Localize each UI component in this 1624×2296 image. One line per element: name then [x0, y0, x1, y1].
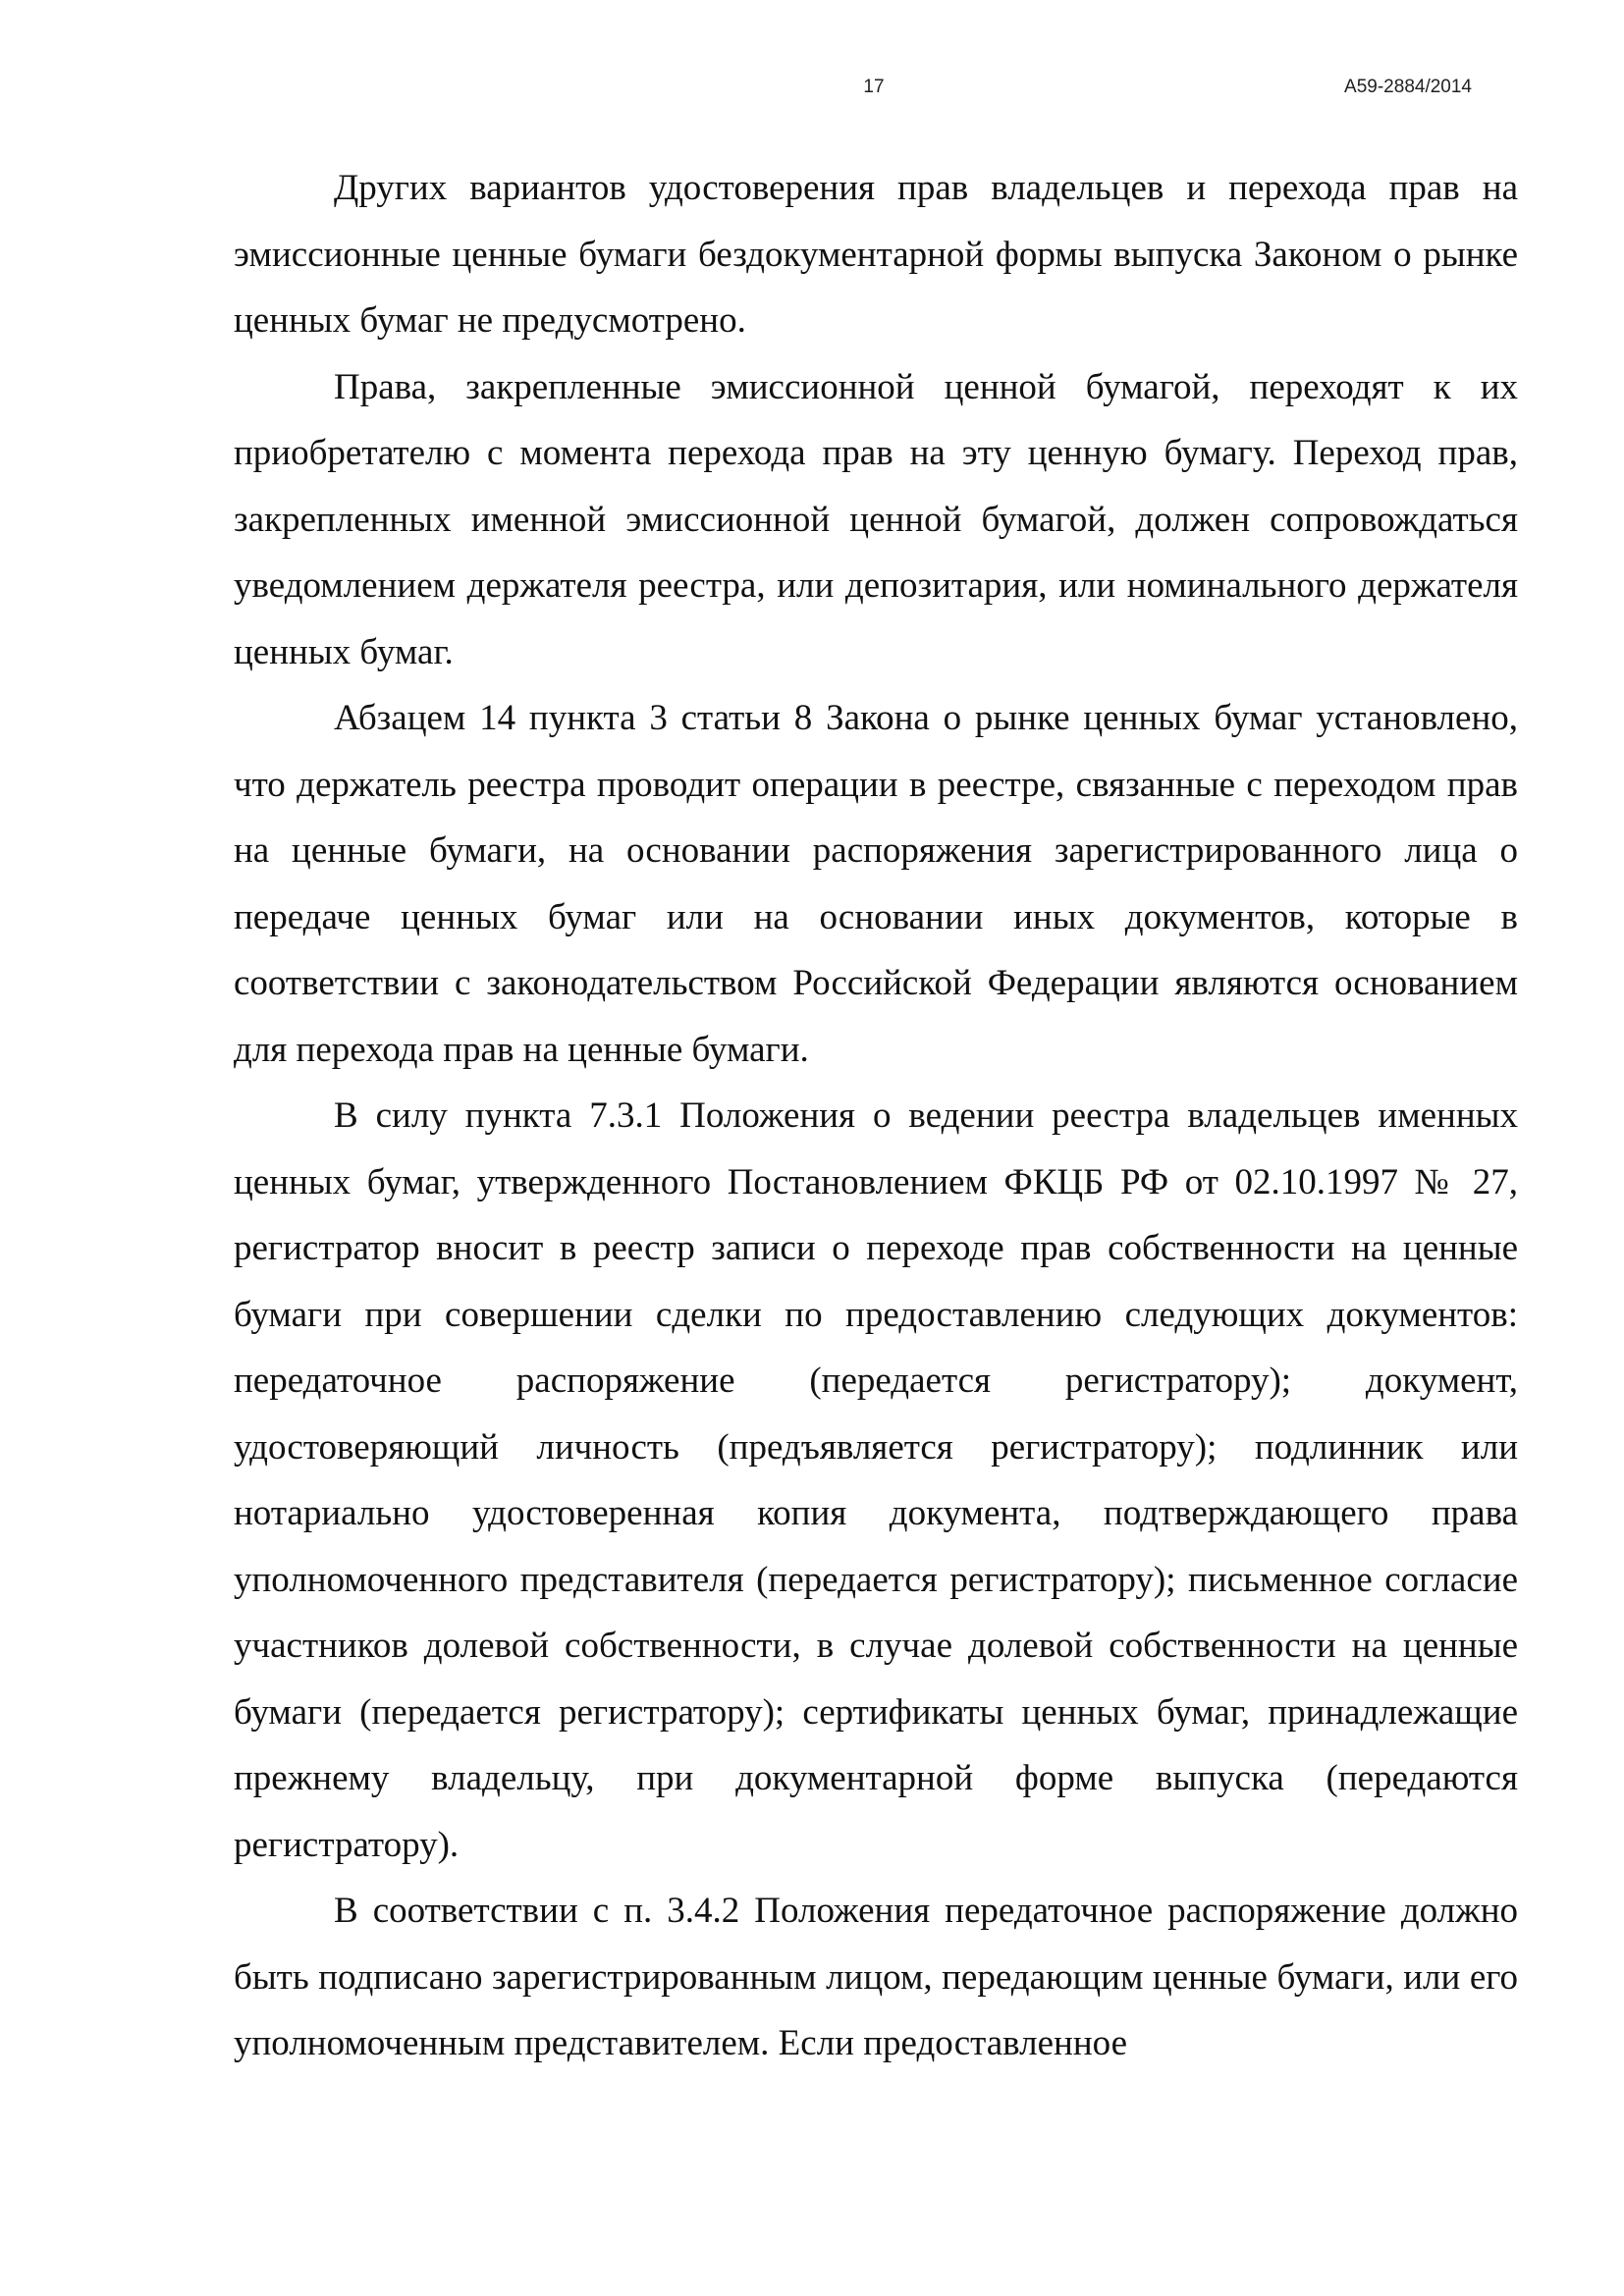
paragraph: Абзацем 14 пункта 3 статьи 8 Закона о рынке ценных бумаг установлено, что держатель реестра проводит операции в реестре, связанные с переходом прав на ценные бумаги, на основании распоряжения зарегистрированного лица о передаче ценных бумаг или на основании иных документов, которые в соответствии с законодательством Российской Федерации являются основанием для перехода прав на ценные бумаги.	[234, 698, 1518, 1070]
paragraph: В соответствии с п. 3.4.2 Положения передаточное распоряжение должно быть подписано зарегистрированным лицом, передающим ценные бумаги, или его уполномоченным представителем. Если предоставленное	[234, 1891, 1518, 2063]
paragraph: В силу пункта 7.3.1 Положения о ведении реестра владельцев именных ценных бумаг, утвержденного Постановлением ФКЦБ РФ от 02.10.1997 № 27, регистратор вносит в реестр записи о переходе прав собственности на ценные бумаги при совершении сделки по предоставлению следующих документов: передаточное распоряжение (передается регистратору); документ, удостоверяющий личность (предъявляется регистратору); подлинник или нотариально удостоверенная копия документа, подтверждающего права уполномоченного представителя (передается регистратору); письменное согласие участников долевой собственности, в случае долевой собственности на ценные бумаги (передается регистратору); сертификаты ценных бумаг, принадлежащие прежнему владельцу, при документарной форме выпуска (передаются регистратору).	[234, 1095, 1518, 1865]
page-number: 17	[863, 77, 885, 97]
paragraph: Права, закрепленные эмиссионной ценной бумагой, переходят к их приобретателю с момента перехода прав на эту ценную бумагу. Переход прав, закрепленных именной эмиссионной ценной бумагой, должен сопровождаться уведомлением держателя реестра, или депозитария, или номинального держателя ценных бумаг.	[234, 366, 1518, 672]
page-header	[0, 77, 1624, 102]
paragraph: Других вариантов удостоверения прав владельцев и перехода прав на эмиссионные ценные бумаги бездокументарной формы выпуска Законом о рынке ценных бумаг не предусмотрено.	[234, 168, 1518, 341]
document-body	[234, 155, 1518, 2077]
case-number: А59-2884/2014	[1344, 77, 1472, 97]
